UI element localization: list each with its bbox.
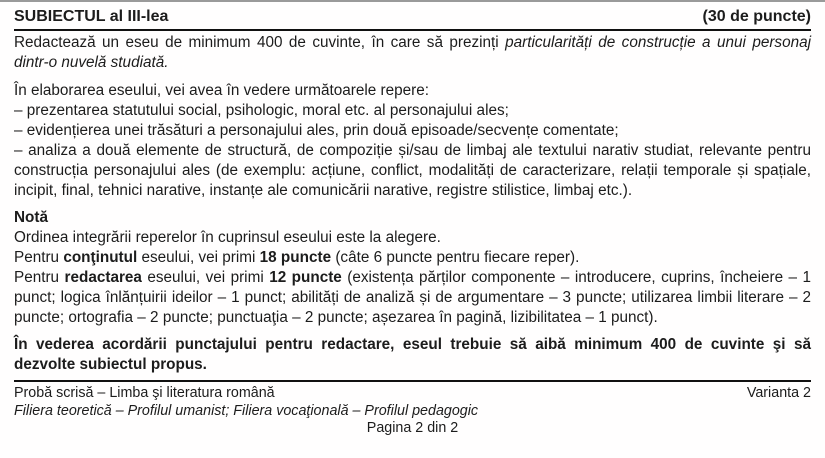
content-bold-word: conţinutul [63,249,138,266]
page-footer [14,385,811,438]
guidelines-intro: În elaborarea eseului, vei avea în vedere următoarele repere: [14,82,429,99]
subject-header [14,7,811,31]
points-label: (30 de puncte) [702,8,811,25]
footer-variant-label: Varianta 2 [746,385,811,401]
note-order-line: Ordinea integrării reperelor în cuprinsul eseului este la alegere. [14,229,441,246]
note-content-line [14,248,811,268]
footer-exam-label: Probă scrisă – Limba şi literatura română [14,385,275,401]
spacer [14,73,811,81]
note-heading: Notă [14,209,48,226]
requirement-paragraph: În vederea acordării punctajului pentru redactare, eseul trebuie să aibă minimum 400 de cuvinte şi să dezvolte subiectul propus. [14,336,811,373]
footer-row [14,385,811,403]
writing-mid: eseului, vei primi [141,269,270,286]
footer-track-label: Filiera teoretică – Profilul umanist; Filiera vocaţională – Profilul pedagogic [14,402,479,419]
content-mid: eseului, vei primi [137,249,260,266]
guideline-item-2: – evidențierea unei trăsături a personajului ales, prin două episoade/secvențe comentate; [14,122,619,139]
subject-title: SUBIECTUL al III-lea [14,8,169,25]
guideline-item-1: – prezentarea statutului social, psihologic, moral etc. al personajului ales; [14,102,509,119]
writing-bold-word: redactarea [64,269,142,286]
task-text: Redactează un eseu de minimum 400 de cuvinte, în care să prezinți [14,34,506,51]
footer-divider [14,380,811,382]
content-pre: Pentru [14,249,64,266]
spacer [14,201,811,208]
content-post: (câte 6 puncte pentru fiecare reper). [331,249,580,266]
writing-pre: Pentru [14,269,65,286]
spacer [14,328,811,335]
task-paragraph [14,33,811,73]
guideline-item-3: – analiza a două elemente de structură, de compoziție și/sau de limbaj ale textului narativ studiat, relevante pentru construcția personajului ales (de exemplu: acțiune, conflict, modalități de caracterizare, relații temporale și spațiale, incipit, final, tehnici narative, instanțe ale comunicării narative, registre stilistice, limbaj etc.). [14,142,811,199]
footer-page-number: Pagina 2 din 2 [366,420,459,436]
content-points-bold: 18 puncte [259,249,332,266]
writing-points-bold: 12 puncte [269,269,342,286]
writing-post: (existența părților componente – introducere, cuprins, încheiere – 1 punct; logica înlănțuirii ideilor – 1 punct; abilități de analiză și de argumentare – 3 puncte; utilizarea limbii literare – 2 puncte; ortografia – 2 puncte; punctuaţia – 2 puncte; așezarea în pagină, lizibilitatea – 1 punct). [14,269,812,326]
task-italic-text: particularități de construcție a unui personaj dintr-o nuvelă studiată. [14,34,811,71]
note-writing-line [14,268,811,328]
